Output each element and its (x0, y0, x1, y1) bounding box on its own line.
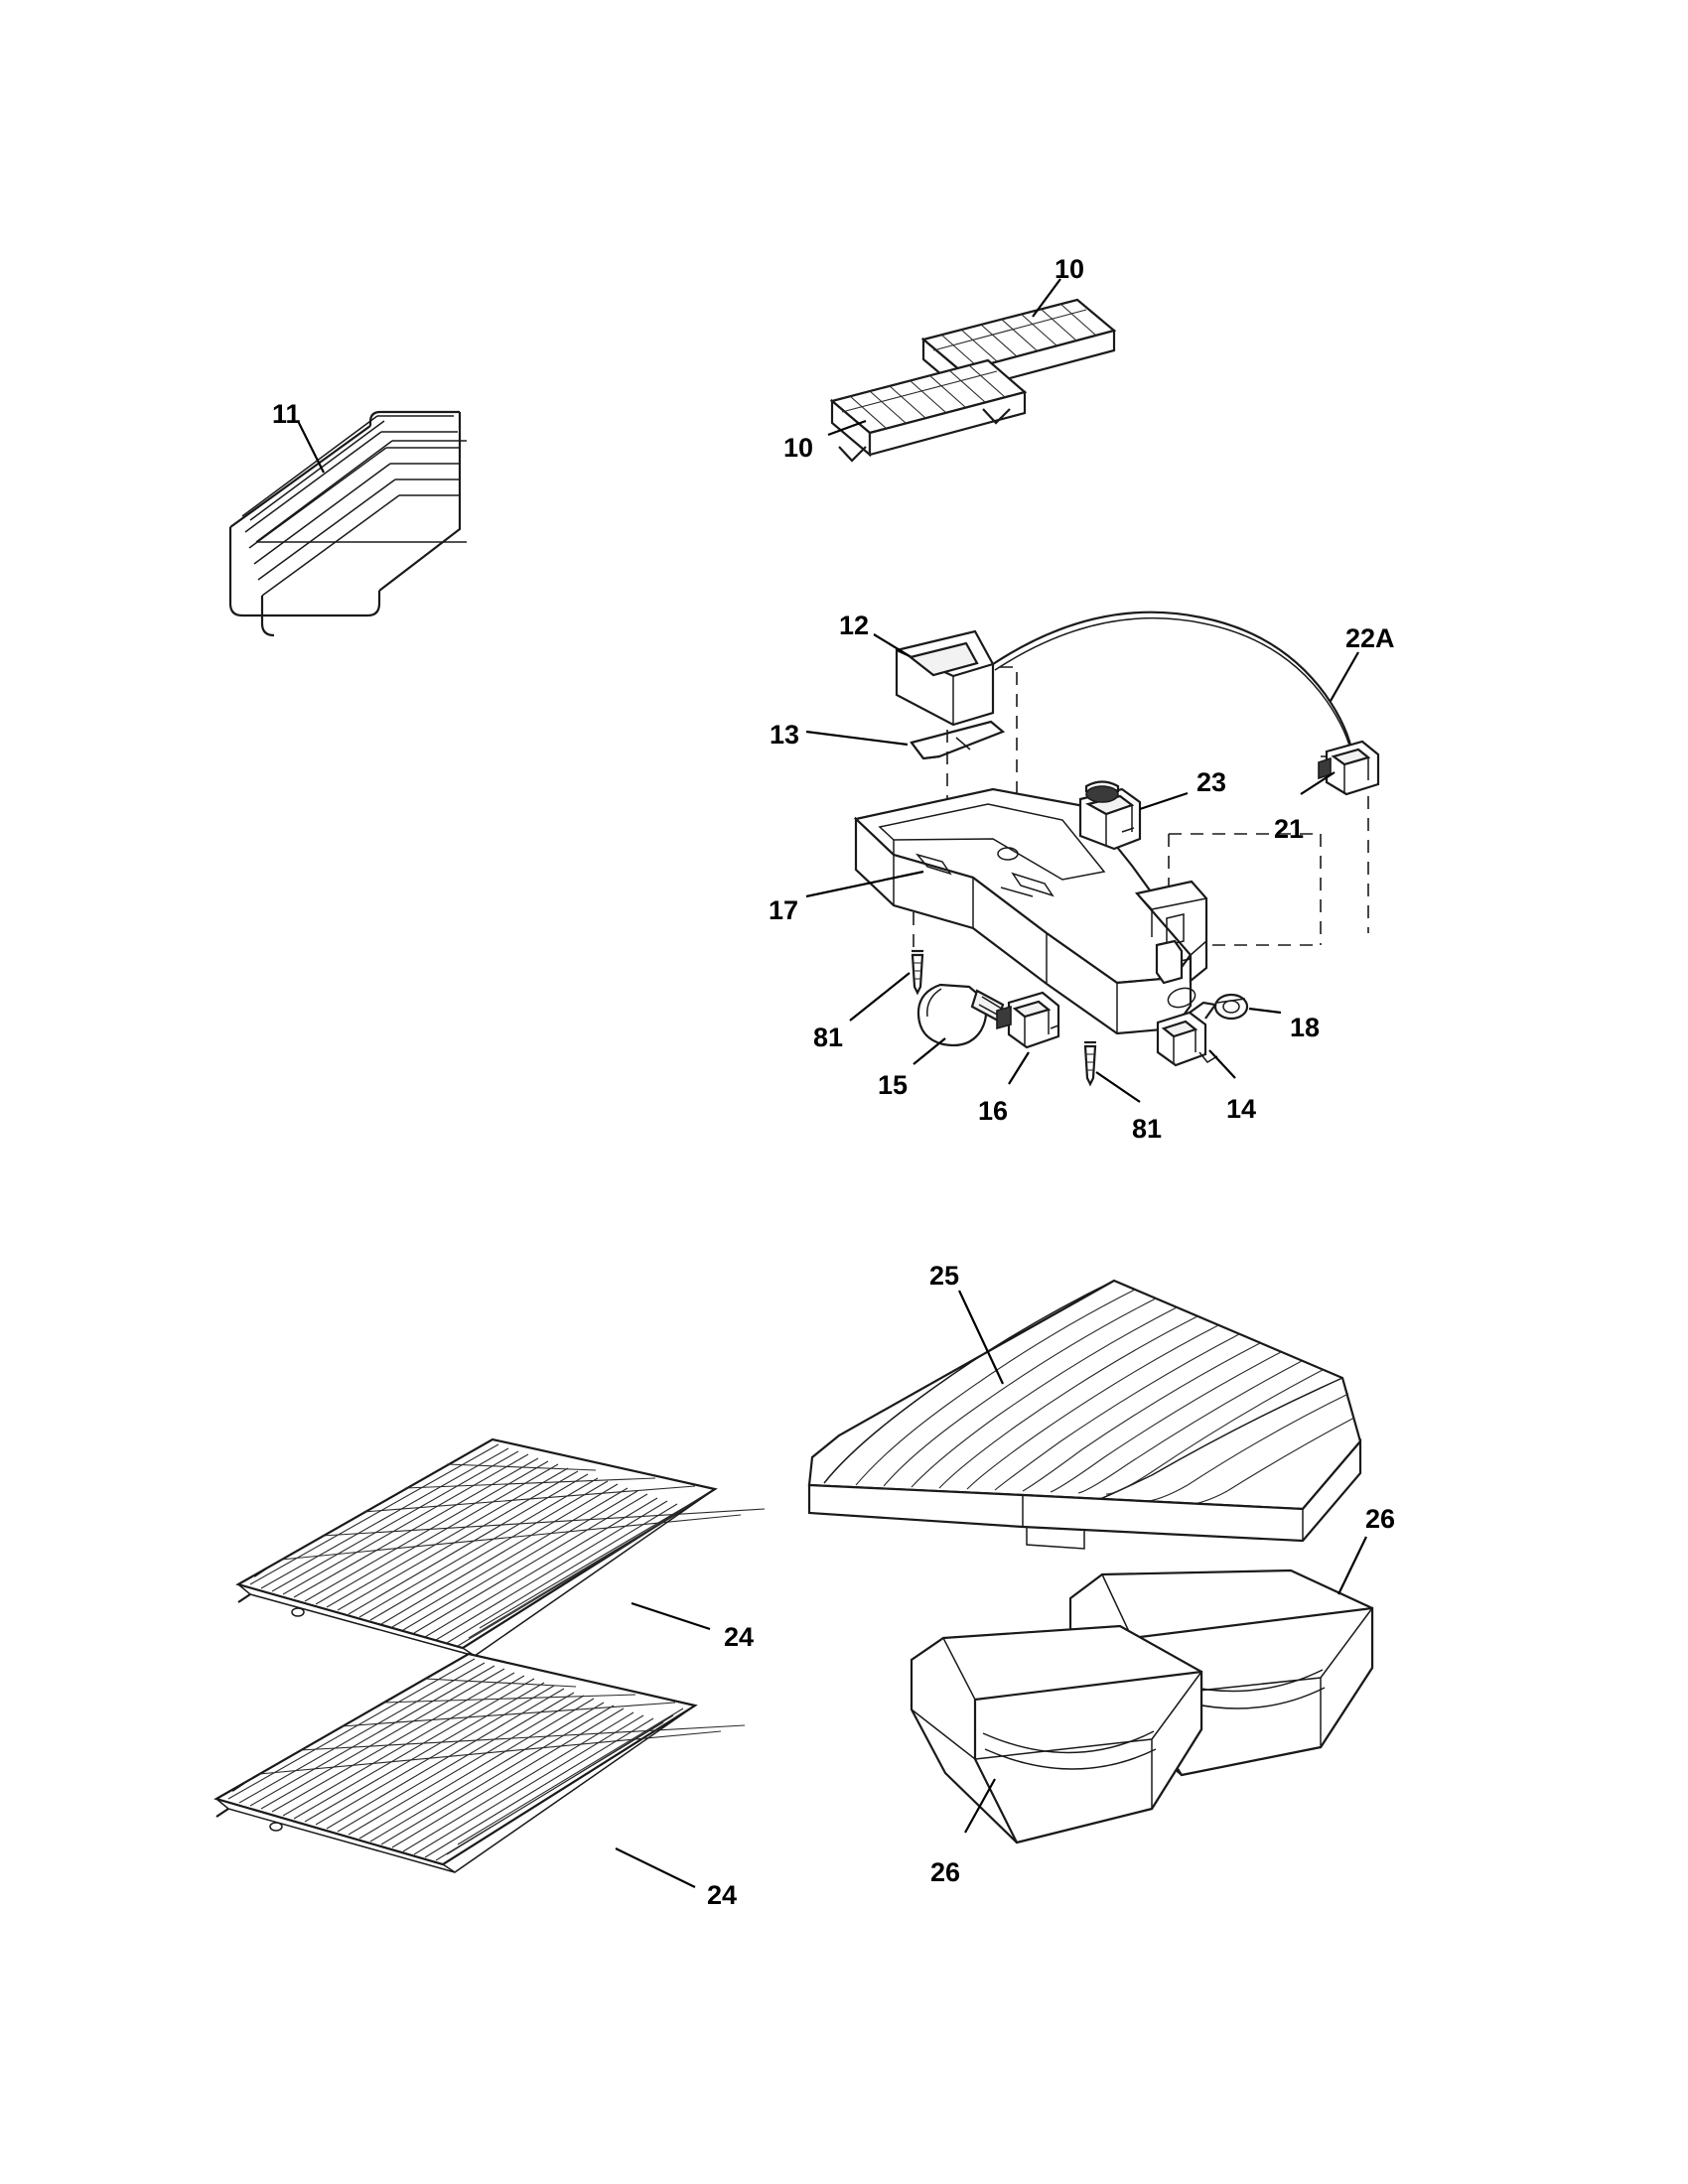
leader-15 (914, 1038, 945, 1064)
leader-81-left (850, 973, 910, 1021)
callout-10-upper: 10 (1055, 254, 1085, 284)
leader-12 (874, 634, 910, 656)
callout-81-right: 81 (1132, 1114, 1163, 1144)
callout-18: 18 (1290, 1013, 1321, 1042)
part-lens-cover-12 (897, 631, 993, 725)
callout-16: 16 (978, 1096, 1009, 1126)
part-light-bulb-15 (918, 985, 1005, 1045)
part-grommet-18 (1215, 995, 1247, 1019)
leader-14 (1209, 1050, 1235, 1078)
callout-81-left: 81 (813, 1023, 844, 1052)
callout-26-left: 26 (930, 1857, 961, 1887)
callout-15: 15 (878, 1070, 909, 1100)
callout-22A: 22A (1345, 623, 1395, 653)
part-wire-shelf-upper-24 (238, 1439, 765, 1656)
callout-23: 23 (1196, 767, 1227, 797)
callout-26-right: 26 (1365, 1504, 1396, 1534)
callout-21: 21 (1274, 814, 1305, 844)
leader-23 (1140, 793, 1188, 809)
part-crisper-cover-25 (809, 1281, 1360, 1549)
part-wire-rack-11 (230, 412, 467, 635)
callout-17: 17 (769, 895, 799, 925)
callout-24-upper: 24 (724, 1622, 755, 1652)
callout-12: 12 (839, 611, 870, 640)
part-deflector-13 (912, 722, 1003, 758)
part-wire-shelf-lower-24 (216, 1654, 745, 1872)
callout-14: 14 (1226, 1094, 1257, 1124)
leader-24-upper (632, 1603, 710, 1629)
part-thermostat-23 (1080, 782, 1140, 850)
part-crisper-pan-left-26 (912, 1626, 1201, 1843)
part-socket-16 (997, 993, 1058, 1047)
callout-11: 11 (272, 399, 301, 429)
leader-22A (1331, 652, 1358, 701)
leader-24-lower (616, 1848, 695, 1887)
callout-25: 25 (929, 1261, 960, 1291)
leader-18 (1249, 1009, 1281, 1013)
part-ice-tray-lower-10 (832, 360, 1025, 461)
callout-13: 13 (770, 720, 800, 750)
leader-81-right (1096, 1072, 1140, 1102)
leader-13 (806, 732, 908, 745)
leader-16 (1009, 1052, 1029, 1084)
callout-10-lower: 10 (783, 433, 814, 463)
part-connector-21 (1319, 742, 1378, 794)
leader-26-right (1338, 1537, 1366, 1594)
part-wire-harness-22A (993, 613, 1352, 758)
part-screw-81-right (1084, 1042, 1096, 1084)
part-screw-81-left (912, 951, 923, 993)
callout-24-lower: 24 (707, 1880, 738, 1910)
